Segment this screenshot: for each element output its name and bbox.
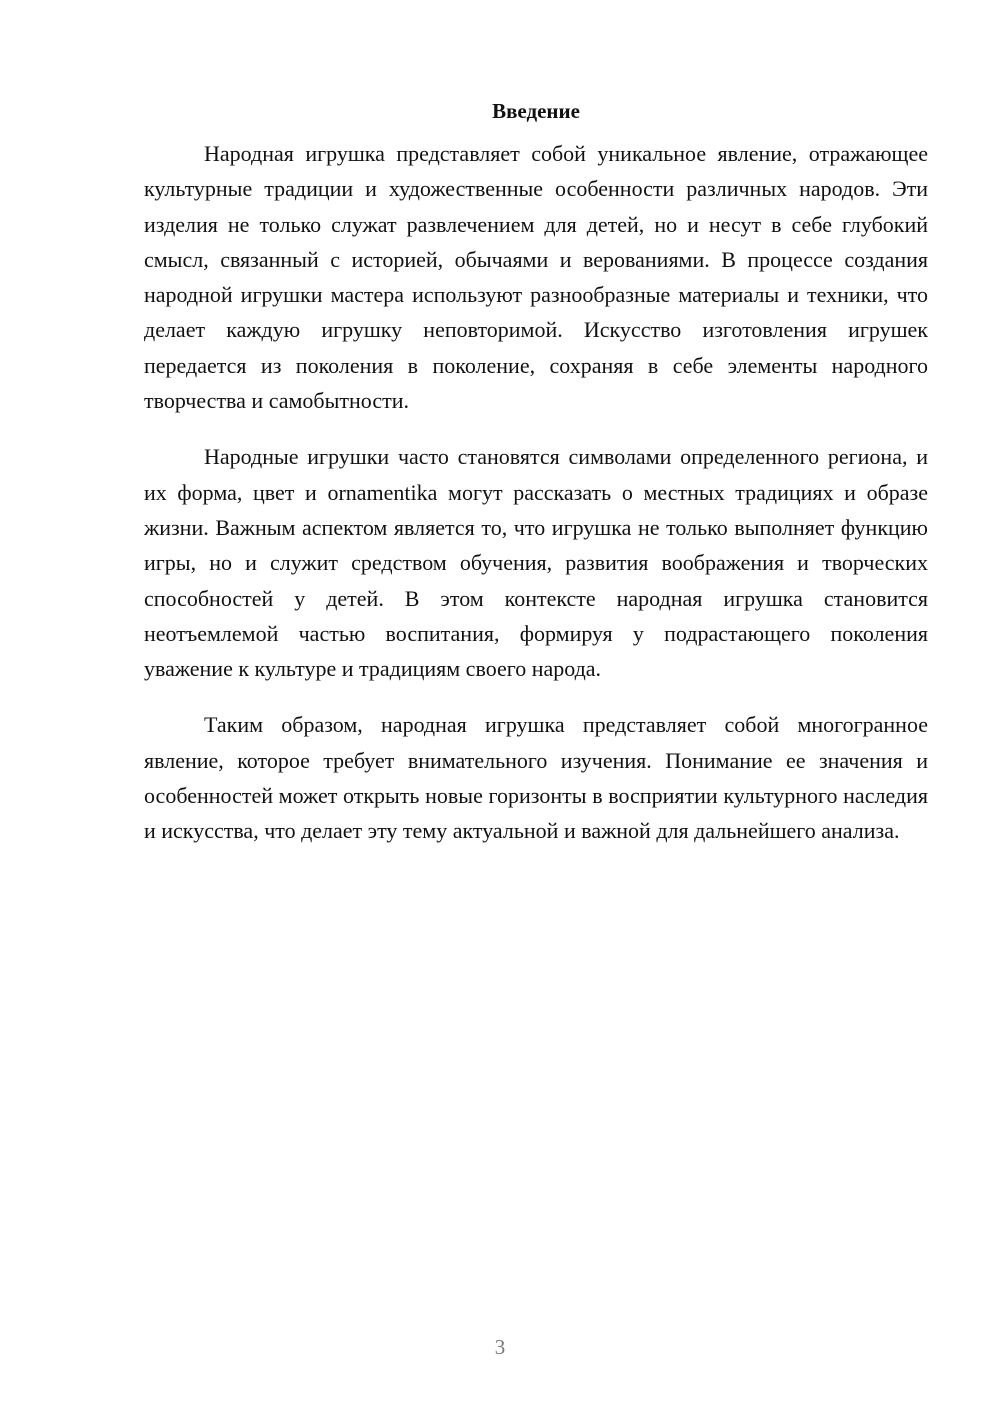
paragraph-1: Народная игрушка представляет собой уникальное явление, отражающее культурные традиции и художественные особенности различных народов. Эти изделия не только служат развлечением для детей, но и несут в себе глубокий смысл, связанный с историей, обычаями и верованиями. В процессе создания народной игрушки мастера используют разнообразные материалы и техники, что делает каждую игрушку неповторимой. Искусство изготовления игрушек передается из поколения в поколение, сохраняя в себе элементы народного творчества и самобытности. bbox=[144, 141, 928, 414]
paragraph-3: Таким образом, народная игрушка представляет собой многогранное явление, которое требует внимательного изучения. Понимание ее значения и особенностей может открыть новые горизонты в восприятии культурного наследия и искусства, что делает эту тему актуальной и важной для дальнейшего анализа. bbox=[144, 712, 928, 844]
section-heading: Введение bbox=[492, 99, 580, 123]
page-content bbox=[144, 96, 928, 870]
paragraph-2: Народные игрушки часто становятся символами определенного региона, и их форма, цвет и ornamentika могут рассказать о местных традициях и образе жизни. Важным аспектом является то, что игрушка не только выполняет функцию игры, но и служит средством обучения, развития воображения и творческих способностей у детей. В этом контексте народная игрушка становится неотъемлемой частью воспитания, формируя у подрастающего поколения уважение к культуре и традициям своего народа. bbox=[144, 444, 928, 682]
page-number: 3 bbox=[494, 1335, 506, 1359]
